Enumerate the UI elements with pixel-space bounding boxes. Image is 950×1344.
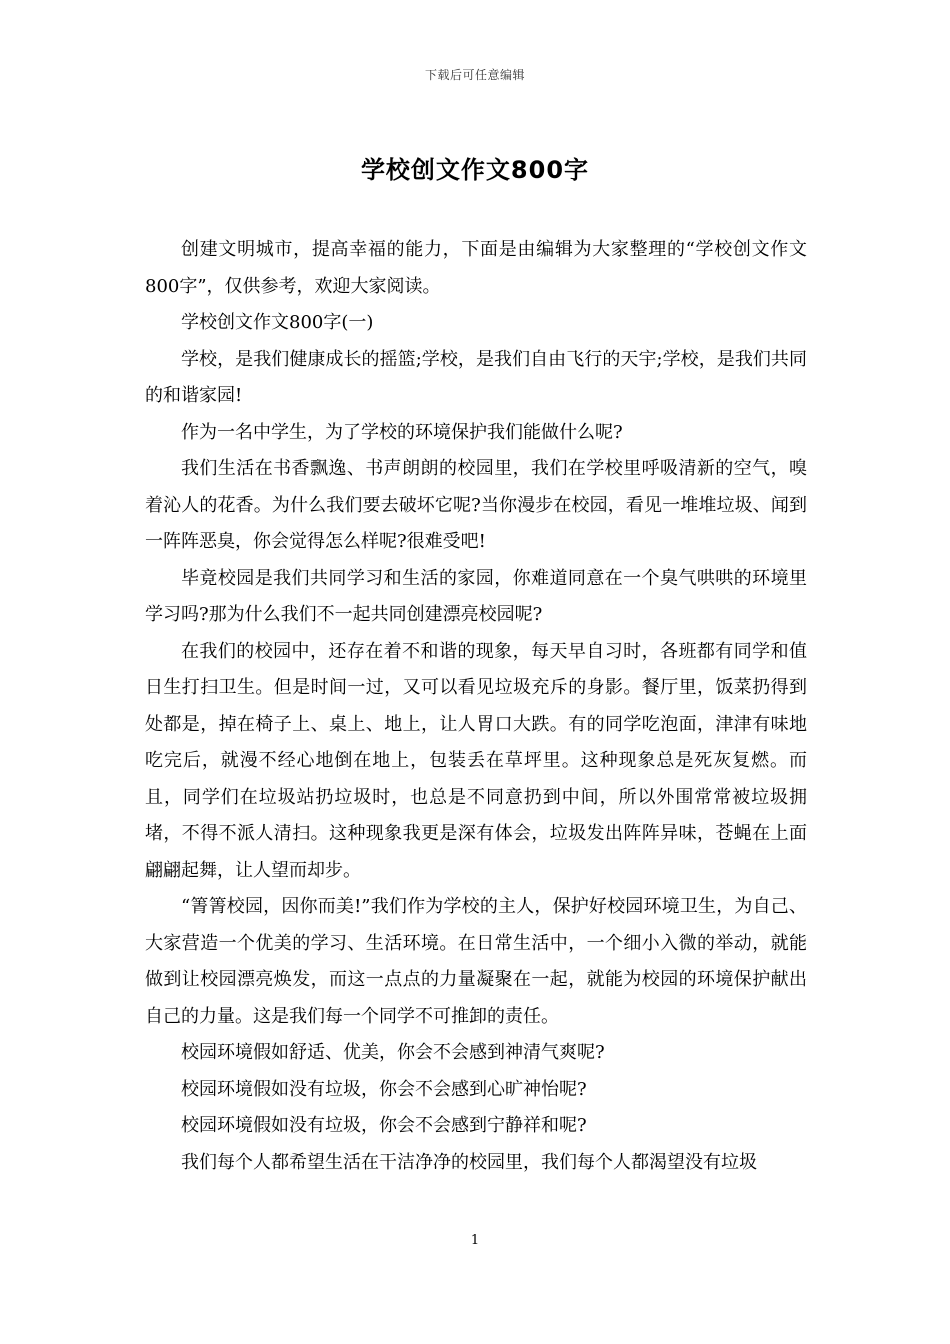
paragraph: 作为一名中学生，为了学校的环境保护我们能做什么呢? xyxy=(181,421,623,443)
section-heading: 学校创文作文800字(一) xyxy=(181,312,374,333)
paragraph: 学校，是我们健康成长的摇篮;学校，是我们自由飞行的天宇;学校，是我们共同的和谐家园! xyxy=(145,348,807,406)
paragraph: 校园环境假如没有垃圾，你会不会感到心旷神怡呢? xyxy=(181,1078,587,1100)
paragraph: 在我们的校园中，还存在着不和谐的现象，每天早自习时，各班都有同学和值日生打扫卫生。但是时间一过，又可以看见垃圾充斥的身影。餐厅里，饭菜扔得到处都是，掉在椅子上、桌上、地上，让人胃口大跌。有的同学吃泡面，津津有味地吃完后，就漫不经心地倒在地上，包装丢在草坪里。这种现象总是死灰复燃。而且，同学们在垃圾站扔垃圾时，也总是不同意扔到中间，所以外围常常被垃圾拥堵，不得不派人清扫。这种现象我更是深有体会，垃圾发出阵阵异味，苍蝇在上面翩翩起舞，让人望而却步。 xyxy=(145,640,807,881)
document-body xyxy=(145,232,807,1181)
paragraph: 校园环境假如没有垃圾，你会不会感到宁静祥和呢? xyxy=(181,1115,587,1136)
header-note: 下载后可任意编辑 xyxy=(424,68,525,82)
paragraph: 毕竟校园是我们共同学习和生活的家园，你难道同意在一个臭气哄哄的环境里学习吗?那为什么我们不一起共同创建漂亮校园呢? xyxy=(145,567,807,625)
page-number: 1 xyxy=(470,1233,480,1248)
paragraph: 我们每个人都希望生活在干洁净净的校园里，我们每个人都渴望没有垃圾 xyxy=(181,1151,757,1173)
paragraph: 我们生活在书香飘逸、书声朗朗的校园里，我们在学校里呼吸清新的空气，嗅着沁人的花香。为什么我们要去破坏它呢?当你漫步在校园，看见一堆堆垃圾、闻到一阵阵恶臭，你会觉得怎么样呢?很难受吧! xyxy=(145,458,807,552)
paragraph: “箐箐校园，因你而美!”我们作为学校的主人，保护好校园环境卫生，为自己、大家营造一个优美的学习、生活环境。在日常生活中，一个细小入微的举动，就能做到让校园漂亮焕发，而这一点点的力量凝聚在一起，就能为校园的环境保护献出自己的力量。这是我们每一个同学不可推卸的责任。 xyxy=(145,896,807,1027)
paragraph-intro: 创建文明城市，提高幸福的能力，下面是由编辑为大家整理的“学校创文作文800字”，仅供参考，欢迎大家阅读。 xyxy=(145,239,807,297)
document-title: 学校创文作文800字 xyxy=(360,156,590,184)
paragraph: 校园环境假如舒适、优美，你会不会感到神清气爽呢? xyxy=(181,1042,605,1063)
